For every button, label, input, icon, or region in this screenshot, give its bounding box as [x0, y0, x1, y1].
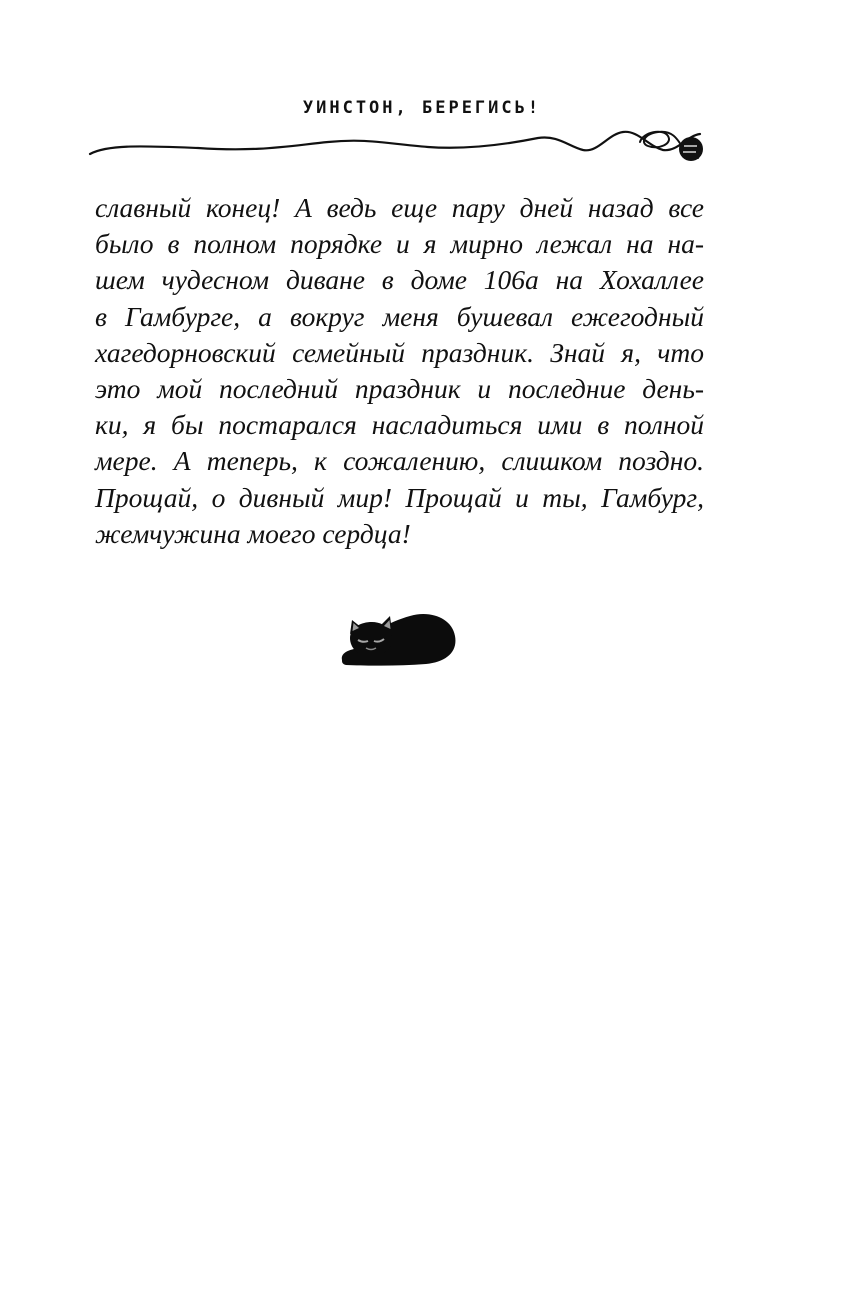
paragraph-line: ки, я бы постарался насладиться ими в полной	[95, 409, 704, 441]
running-head: УИНСТОН, БЕРЕГИСЬ!	[302, 98, 542, 118]
yarn-thread-icon	[88, 124, 718, 172]
paragraph-line: жемчужина моего сердца!	[95, 517, 411, 549]
paragraph-line: мере. А теперь, к сожалению, слишком поздно.	[95, 445, 704, 477]
paragraph-line: это мой последний праздник и последние день-	[95, 372, 704, 404]
yarn-thread-line	[90, 132, 700, 154]
paragraph	[95, 190, 704, 552]
paragraph-line: шем чудесном диване в доме 106а на Хохаллее	[95, 264, 704, 296]
paragraph-line: было в полном порядке и я мирно лежал на на-	[95, 228, 704, 260]
yarn-ball	[679, 137, 703, 161]
paragraph-line: Прощай, о дивный мир! Прощай и ты, Гамбург,	[95, 481, 704, 513]
paragraph-line: славный конец! А ведь еще пару дней назад все	[95, 192, 704, 223]
sleeping-cat-icon	[338, 604, 458, 668]
paragraph-line: в Гамбурге, а вокруг меня бушевал ежегодный	[95, 300, 704, 332]
paragraph-line: хагедорновский семейный праздник. Знай я, что	[95, 336, 704, 368]
